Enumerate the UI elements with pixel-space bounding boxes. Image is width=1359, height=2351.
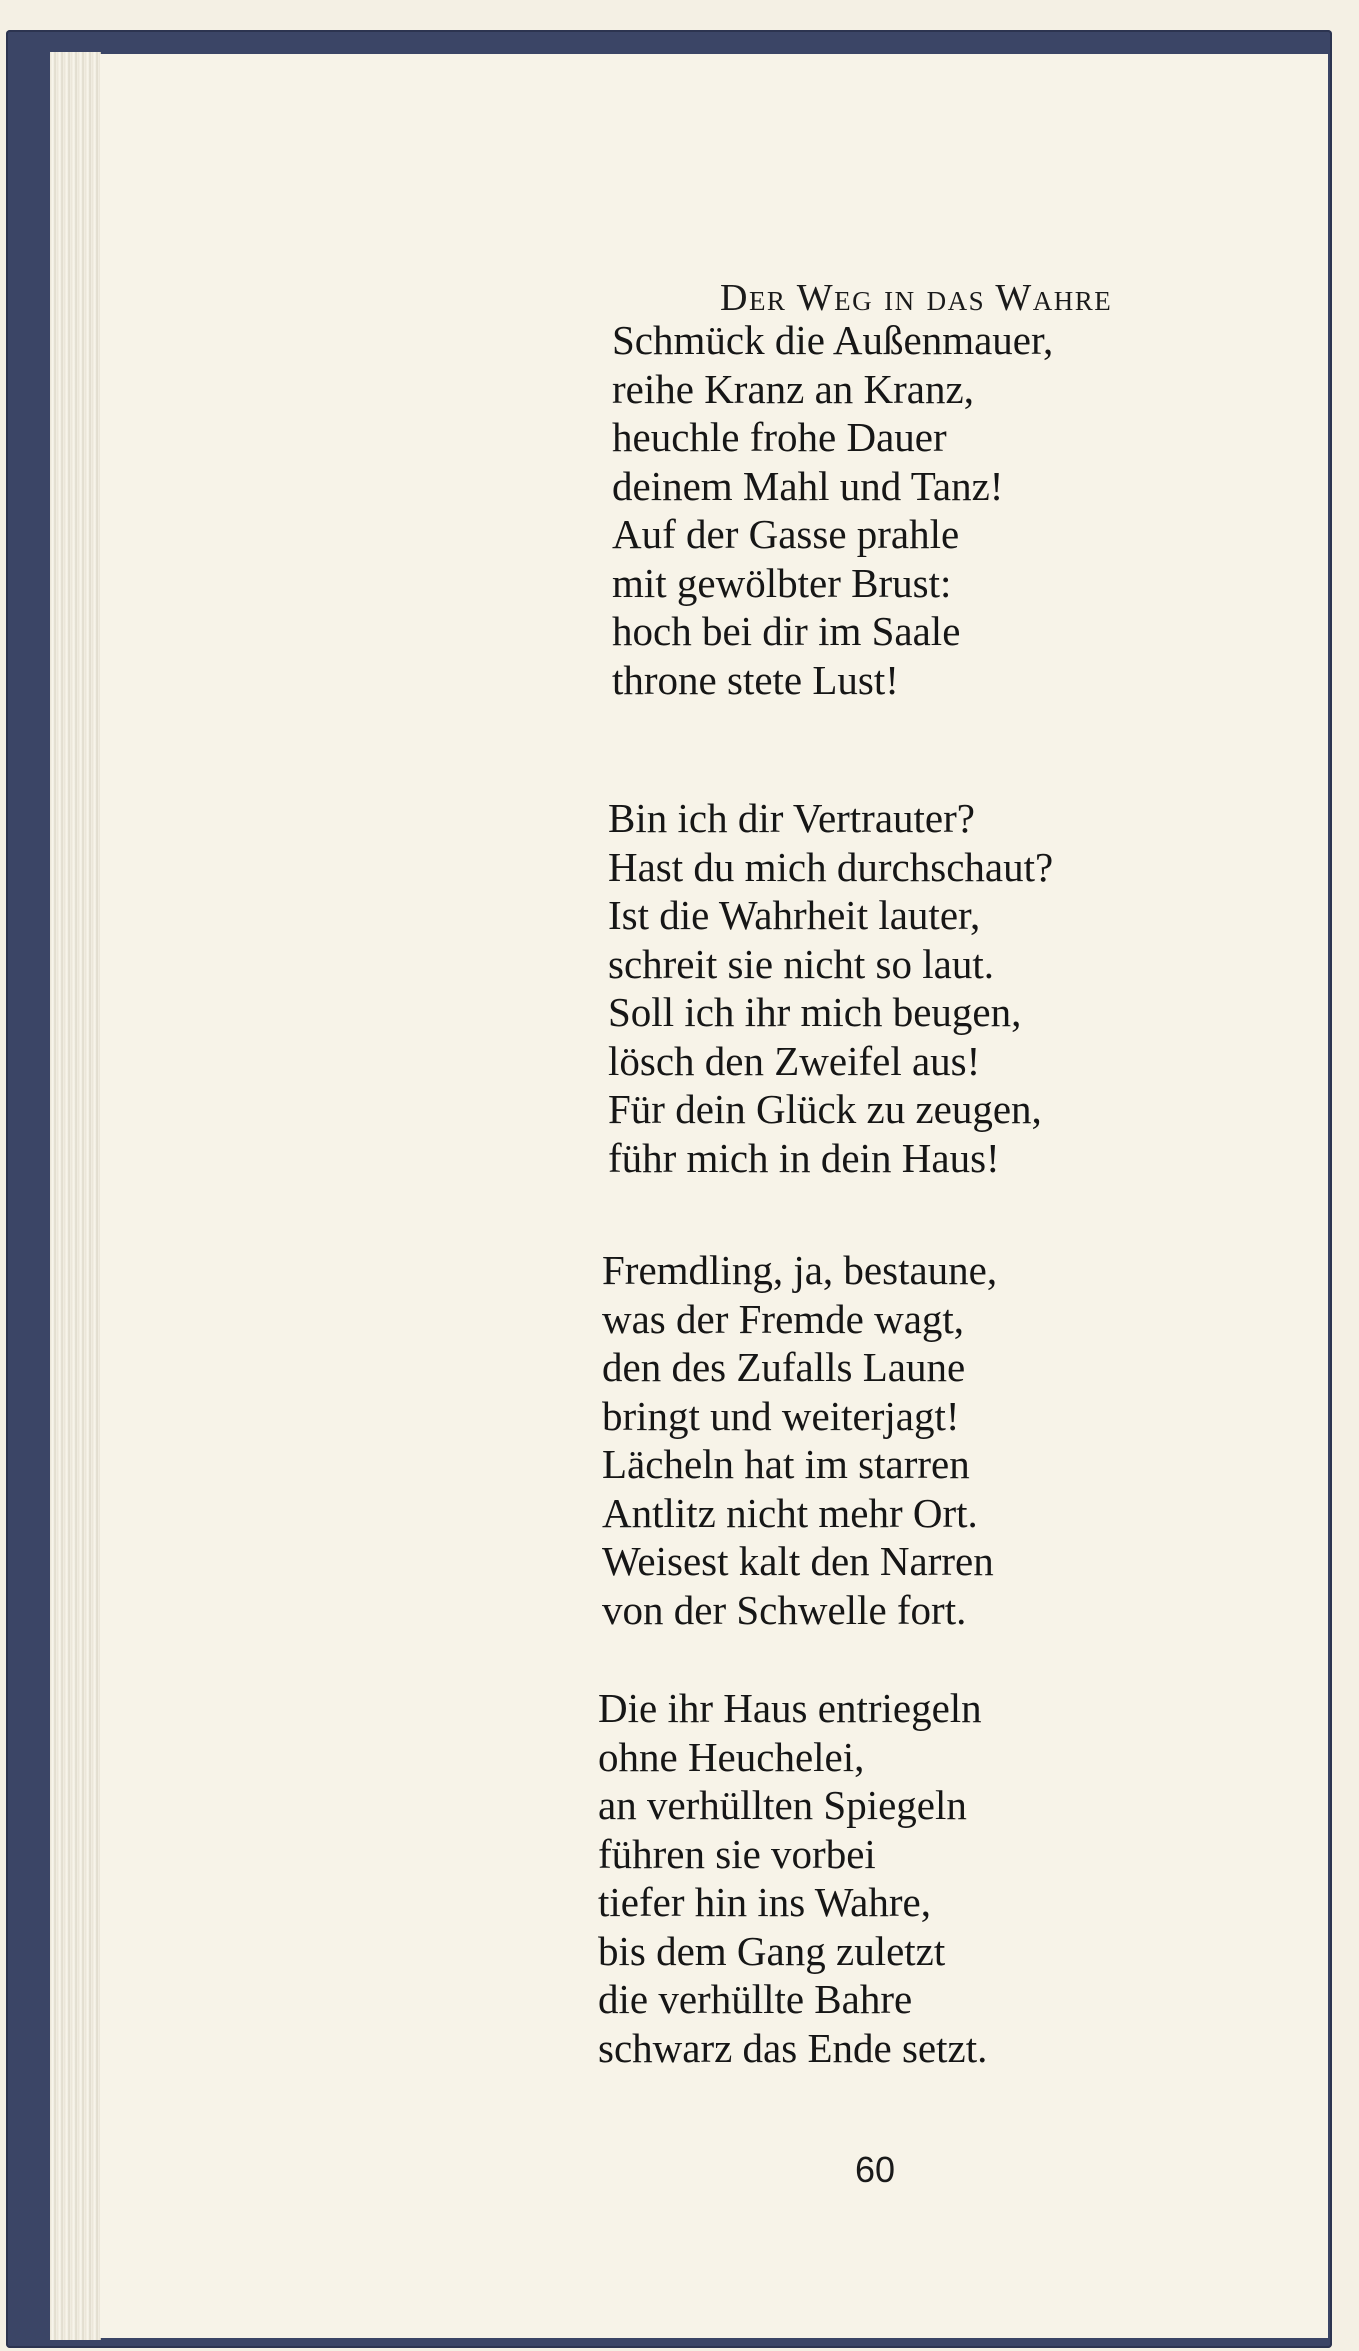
poem-line: die verhüllte Bahre xyxy=(598,1976,913,2022)
page-number: 60 xyxy=(855,2149,896,2190)
poem-line: Schmück die Außenmauer, xyxy=(612,317,1054,363)
poem-line: Hast du mich durchschaut? xyxy=(608,843,1054,890)
poem-line: lösch den Zweifel aus! xyxy=(608,1037,981,1084)
poem-line: den des Zufalls Laune xyxy=(602,1344,966,1390)
poem-line: schwarz das Ende setzt. xyxy=(598,2024,988,2071)
poem-line: bringt und weiterjagt! xyxy=(602,1392,960,1439)
poem-line: bis dem Gang zuletzt xyxy=(598,1927,946,1974)
poem-line: Für dein Glück zu zeugen, xyxy=(608,1086,1042,1132)
poem-line: Soll ich ihr mich beugen, xyxy=(608,989,1022,1035)
poem-line: tiefer hin ins Wahre, xyxy=(598,1879,931,1925)
poem-line: deinem Mahl und Tanz! xyxy=(612,462,1004,509)
poem-line: Antlitz nicht mehr Ort. xyxy=(602,1489,978,1536)
poem-line: Bin ich dir Vertrauter? xyxy=(608,795,975,841)
stanza-2 xyxy=(608,794,1053,1182)
poem-line: heuchle frohe Dauer xyxy=(612,414,947,460)
poem-line: schreit sie nicht so laut. xyxy=(608,940,994,987)
poem-line: mit gewölbter Brust: xyxy=(612,559,952,606)
poem-line: reihe Kranz an Kranz, xyxy=(612,365,974,412)
poem-line: Die ihr Haus entriegeln xyxy=(598,1685,982,1731)
poem-line: führen sie vorbei xyxy=(598,1830,876,1877)
poem-line: Fremdling, ja, bestaune, xyxy=(602,1247,998,1293)
poem-line: Auf der Gasse prahle xyxy=(612,511,960,557)
poem-line: was der Fremde wagt, xyxy=(602,1295,965,1342)
stanza-1 xyxy=(612,316,1053,704)
poem-line: führ mich in dein Haus! xyxy=(608,1134,1000,1181)
poem-title: Der Weg in das Wahre xyxy=(720,277,1113,319)
poem-line: Ist die Wahrheit lauter, xyxy=(608,892,981,938)
book-page xyxy=(100,54,1328,2338)
poem-line: von der Schwelle fort. xyxy=(602,1586,967,1633)
stanza-3 xyxy=(602,1246,997,1634)
stanza-4 xyxy=(598,1684,987,2072)
page-edges xyxy=(50,52,101,2340)
poem-line: Weisest kalt den Narren xyxy=(602,1538,994,1584)
poem-line: an verhüllten Spiegeln xyxy=(598,1782,967,1828)
poem-line: ohne Heuchelei, xyxy=(598,1733,865,1780)
poem-line: throne stete Lust! xyxy=(612,656,899,703)
poem-line: hoch bei dir im Saale xyxy=(612,608,961,654)
poem-line: Lächeln hat im starren xyxy=(602,1441,970,1487)
